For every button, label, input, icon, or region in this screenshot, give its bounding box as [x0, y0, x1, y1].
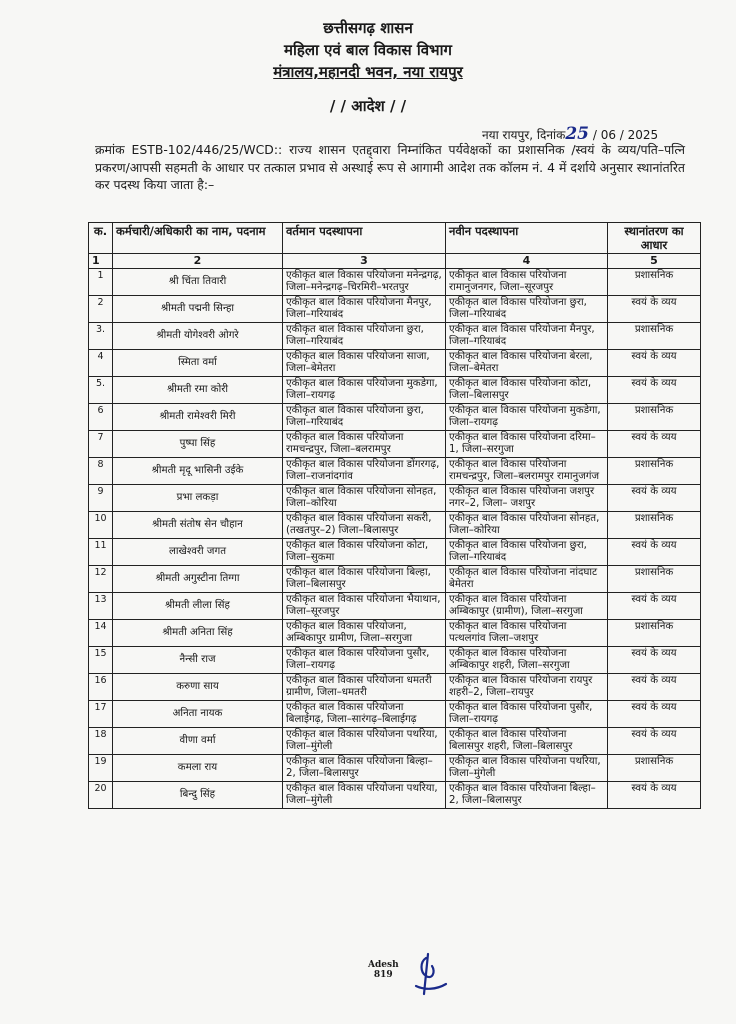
header-sn: क. — [89, 223, 113, 254]
row-new-posting: एकीकृत बाल विकास परियोजना छुरा, जिला–गरियाबंद — [446, 296, 608, 323]
table-row — [89, 674, 701, 701]
row-current-posting: एकीकृत बाल विकास परियोजना पथरिया, जिला–मुंगेली — [283, 728, 446, 755]
row-current-posting: एकीकृत बाल विकास परियोजना बिल्हा–2, जिला–बिलासपुर — [283, 755, 446, 782]
row-new-posting: एकीकृत बाल विकास परियोजना पत्थलगांव जिला–जशपुर — [446, 620, 608, 647]
row-name: श्रीमती रमा कोरी — [113, 377, 283, 404]
row-name: श्रीमती योगेश्वरी ओगरे — [113, 323, 283, 350]
row-new-posting: एकीकृत बाल विकास परियोजना रामचन्द्रपुर, जिला–बलरामपुर रामानुजगंज — [446, 458, 608, 485]
table-row — [89, 620, 701, 647]
date-prefix: नया रायपुर, दिनांक — [482, 128, 566, 142]
table-row — [89, 323, 701, 350]
table-row — [89, 593, 701, 620]
signature-icon — [406, 950, 456, 1000]
row-basis: स्वयं के व्यय — [608, 593, 701, 620]
row-current-posting: एकीकृत बाल विकास परियोजना छुरा, जिला–गरियाबंद — [283, 323, 446, 350]
table-row — [89, 539, 701, 566]
row-current-posting: एकीकृत बाल विकास परियोजना बिल्हा, जिला–बिलासपुर — [283, 566, 446, 593]
row-new-posting: एकीकृत बाल विकास परियोजना बिलासपुर शहरी, जिला–बिलासपुर — [446, 728, 608, 755]
row-sn: 12 — [89, 566, 113, 593]
table-row — [89, 269, 701, 296]
row-basis: स्वयं के व्यय — [608, 377, 701, 404]
row-sn: 16 — [89, 674, 113, 701]
row-basis: स्वयं के व्यय — [608, 647, 701, 674]
row-sn: 10 — [89, 512, 113, 539]
colnum-5: 5 — [608, 254, 701, 269]
row-new-posting: एकीकृत बाल विकास परियोजना नांदघाट बेमेतरा — [446, 566, 608, 593]
row-sn: 11 — [89, 539, 113, 566]
row-basis: प्रशासनिक — [608, 620, 701, 647]
row-new-posting: एकीकृत बाल विकास परियोजना पुसौर, जिला–रायगढ़ — [446, 701, 608, 728]
row-basis: प्रशासनिक — [608, 269, 701, 296]
row-basis: प्रशासनिक — [608, 458, 701, 485]
colnum-2: 2 — [113, 254, 283, 269]
row-basis: स्वयं के व्यय — [608, 539, 701, 566]
header-new-posting: नवीन पदस्थापना — [446, 223, 608, 254]
row-sn: 4 — [89, 350, 113, 377]
table-row — [89, 647, 701, 674]
row-current-posting: एकीकृत बाल विकास परियोजना रामचन्द्रपुर, जिला–बलरामपुर — [283, 431, 446, 458]
row-new-posting: एकीकृत बाल विकास परियोजना मुकडेगा, जिला–रायगढ़ — [446, 404, 608, 431]
row-new-posting: एकीकृत बाल विकास परियोजना अम्बिकापुर शहरी, जिला–सरगुजा — [446, 647, 608, 674]
row-name: नैन्सी राज — [113, 647, 283, 674]
row-current-posting: एकीकृत बाल विकास परियोजना कोटा, जिला–सुकमा — [283, 539, 446, 566]
row-basis: प्रशासनिक — [608, 404, 701, 431]
office-address: मंत्रालय,महानदी भवन, नया रायपुर — [273, 63, 463, 81]
row-sn: 3. — [89, 323, 113, 350]
row-name: अनिता नायक — [113, 701, 283, 728]
row-name: श्रीमती लीला सिंह — [113, 593, 283, 620]
row-new-posting: एकीकृत बाल विकास परियोजना अम्बिकापुर (ग्रामीण), जिला–सरगुजा — [446, 593, 608, 620]
row-basis: स्वयं के व्यय — [608, 431, 701, 458]
row-name: वीणा वर्मा — [113, 728, 283, 755]
row-sn: 8 — [89, 458, 113, 485]
row-name: करुणा साय — [113, 674, 283, 701]
row-basis: स्वयं के व्यय — [608, 782, 701, 809]
row-basis: स्वयं के व्यय — [608, 728, 701, 755]
table-row — [89, 485, 701, 512]
footer-number: 819 — [373, 970, 393, 980]
order-title: / / आदेश / / — [329, 97, 407, 115]
row-new-posting: एकीकृत बाल विकास परियोजना छुरा, जिला–गरियाबंद — [446, 539, 608, 566]
table-body — [89, 269, 701, 809]
row-sn: 13 — [89, 593, 113, 620]
row-name: श्री चिंता तिवारी — [113, 269, 283, 296]
row-new-posting: एकीकृत बाल विकास परियोजना बिल्हा–2, जिला–बिलासपुर — [446, 782, 608, 809]
table-row — [89, 350, 701, 377]
table-header-row — [89, 223, 701, 254]
row-basis: प्रशासनिक — [608, 566, 701, 593]
row-new-posting: एकीकृत बाल विकास परियोजना रायपुर शहरी–2, जिला–रायपुर — [446, 674, 608, 701]
row-sn: 6 — [89, 404, 113, 431]
row-sn: 2 — [89, 296, 113, 323]
row-new-posting: एकीकृत बाल विकास परियोजना मैनपुर, जिला–गरियाबंद — [446, 323, 608, 350]
row-current-posting: एकीकृत बाल विकास परियोजना भैयाथान, जिला–सूरजपुर — [283, 593, 446, 620]
row-sn: 9 — [89, 485, 113, 512]
table-row — [89, 701, 701, 728]
row-current-posting: एकीकृत बाल विकास परियोजना बिलाईगढ़, जिला–सारंगढ़–बिलाईगढ़ — [283, 701, 446, 728]
row-new-posting: एकीकृत बाल विकास परियोजना रामानुजनगर, जिला–सूरजपुर — [446, 269, 608, 296]
row-current-posting: एकीकृत बाल विकास परियोजना, अम्बिकापुर ग्रामीण, जिला–सरगुजा — [283, 620, 446, 647]
row-new-posting: एकीकृत बाल विकास परियोजना सोनहत, जिला–कोरिया — [446, 512, 608, 539]
row-basis: प्रशासनिक — [608, 323, 701, 350]
row-name: बिन्दु सिंह — [113, 782, 283, 809]
row-current-posting: एकीकृत बाल विकास परियोजना साजा, जिला–बेमेतरा — [283, 350, 446, 377]
row-name: श्रीमती मृदू भासिनी उईके — [113, 458, 283, 485]
footer-stamp — [368, 960, 399, 980]
row-current-posting: एकीकृत बाल विकास परियोजना डोंगरगढ़, जिला–राजनांदगांव — [283, 458, 446, 485]
department-name: महिला एवं बाल विकास विभाग — [284, 41, 452, 59]
row-name: श्रीमती अनिता सिंह — [113, 620, 283, 647]
row-sn: 20 — [89, 782, 113, 809]
row-name: कमला राय — [113, 755, 283, 782]
row-basis: स्वयं के व्यय — [608, 485, 701, 512]
table-row — [89, 431, 701, 458]
row-name: श्रीमती अगुस्टीना तिग्गा — [113, 566, 283, 593]
date-rest: / 06 / 2025 — [592, 128, 659, 142]
handwritten-day: 25 — [565, 124, 590, 144]
header-transfer-basis: स्थानांतरण का आधार — [608, 223, 701, 254]
row-current-posting: एकीकृत बाल विकास परियोजना सकरी, (तखतपुर–2) जिला–बिलासपुर — [283, 512, 446, 539]
row-name: लाखेश्वरी जगत — [113, 539, 283, 566]
row-sn: 7 — [89, 431, 113, 458]
row-sn: 15 — [89, 647, 113, 674]
colnum-4: 4 — [446, 254, 608, 269]
row-current-posting: एकीकृत बाल विकास परियोजना मनेन्द्रगढ़, जिला–मनेन्द्रगढ़–चिरमिरी–भरतपुर — [283, 269, 446, 296]
row-basis: प्रशासनिक — [608, 512, 701, 539]
colnum-3: 3 — [283, 254, 446, 269]
row-new-posting: एकीकृत बाल विकास परियोजना दरिमा–1, जिला–सरगुजा — [446, 431, 608, 458]
row-name: श्रीमती संतोष सेन चौहान — [113, 512, 283, 539]
row-sn: 18 — [89, 728, 113, 755]
govt-name: छत्तीसगढ़ शासन — [323, 19, 413, 37]
row-new-posting: एकीकृत बाल विकास परियोजना कोटा, जिला–बिलासपुर — [446, 377, 608, 404]
row-name: श्रीमती रामेश्वरी मिरी — [113, 404, 283, 431]
table-row — [89, 458, 701, 485]
row-current-posting: एकीकृत बाल विकास परियोजना सोनहत, जिला–कोरिया — [283, 485, 446, 512]
row-current-posting: एकीकृत बाल विकास परियोजना मुकडेगा, जिला–रायगढ़ — [283, 377, 446, 404]
row-sn: 14 — [89, 620, 113, 647]
row-current-posting: एकीकृत बाल विकास परियोजना छुरा, जिला–गरियाबंद — [283, 404, 446, 431]
table-row — [89, 404, 701, 431]
row-new-posting: एकीकृत बाल विकास परियोजना बेरला, जिला–बेमेतरा — [446, 350, 608, 377]
table-row — [89, 755, 701, 782]
row-basis: स्वयं के व्यय — [608, 350, 701, 377]
row-new-posting: एकीकृत बाल विकास परियोजना पथरिया, जिला–मुंगेली — [446, 755, 608, 782]
row-name: पुष्पा सिंह — [113, 431, 283, 458]
header-current-posting: वर्तमान पदस्थापना — [283, 223, 446, 254]
row-basis: प्रशासनिक — [608, 755, 701, 782]
row-name: प्रभा लकड़ा — [113, 485, 283, 512]
table-row — [89, 377, 701, 404]
table-row — [89, 782, 701, 809]
column-number-row — [89, 254, 701, 269]
row-new-posting: एकीकृत बाल विकास परियोजना जशपुर नगर–2, जिला– जशपुर — [446, 485, 608, 512]
row-current-posting: एकीकृत बाल विकास परियोजना पथरिया, जिला–मुंगेली — [283, 782, 446, 809]
row-name: स्मिता वर्मा — [113, 350, 283, 377]
row-name: श्रीमती पद्मनी सिन्हा — [113, 296, 283, 323]
footer-label: Adesh — [368, 960, 399, 970]
row-sn: 5. — [89, 377, 113, 404]
row-current-posting: एकीकृत बाल विकास परियोजना पुसौर, जिला–रायगढ़ — [283, 647, 446, 674]
table-row — [89, 728, 701, 755]
row-current-posting: एकीकृत बाल विकास परियोजना धमतरी ग्रामीण, जिला–धमतरी — [283, 674, 446, 701]
row-sn: 19 — [89, 755, 113, 782]
row-current-posting: एकीकृत बाल विकास परियोजना मैनपुर, जिला–गरियाबंद — [283, 296, 446, 323]
row-sn: 1 — [89, 269, 113, 296]
table-row — [89, 296, 701, 323]
order-paragraph: क्रमांक ESTB-102/446/25/WCD:: राज्य शासन एतद्द्वारा निम्नांकित पर्यवेक्षकों का प्रशासनिक /स्वयं के व्यय/पति–पत्नि प्रकरण/आपसी सहमती के आधार पर तत्काल प्रभाव से अस्थाई रूप से आगामी आदेश तक कॉलम नं. 4 में दर्शाये अनुसार स्थानांतरित कर पदस्थ किया जाता है:– — [95, 142, 685, 192]
row-basis: स्वयं के व्यय — [608, 674, 701, 701]
row-basis: स्वयं के व्यय — [608, 701, 701, 728]
colnum-1: 1 — [89, 254, 113, 269]
header-name: कर्मचारी/अधिकारी का नाम, पदनाम — [113, 223, 283, 254]
row-basis: स्वयं के व्यय — [608, 296, 701, 323]
row-sn: 17 — [89, 701, 113, 728]
table-row — [89, 566, 701, 593]
transfer-table — [88, 222, 701, 809]
table-row — [89, 512, 701, 539]
